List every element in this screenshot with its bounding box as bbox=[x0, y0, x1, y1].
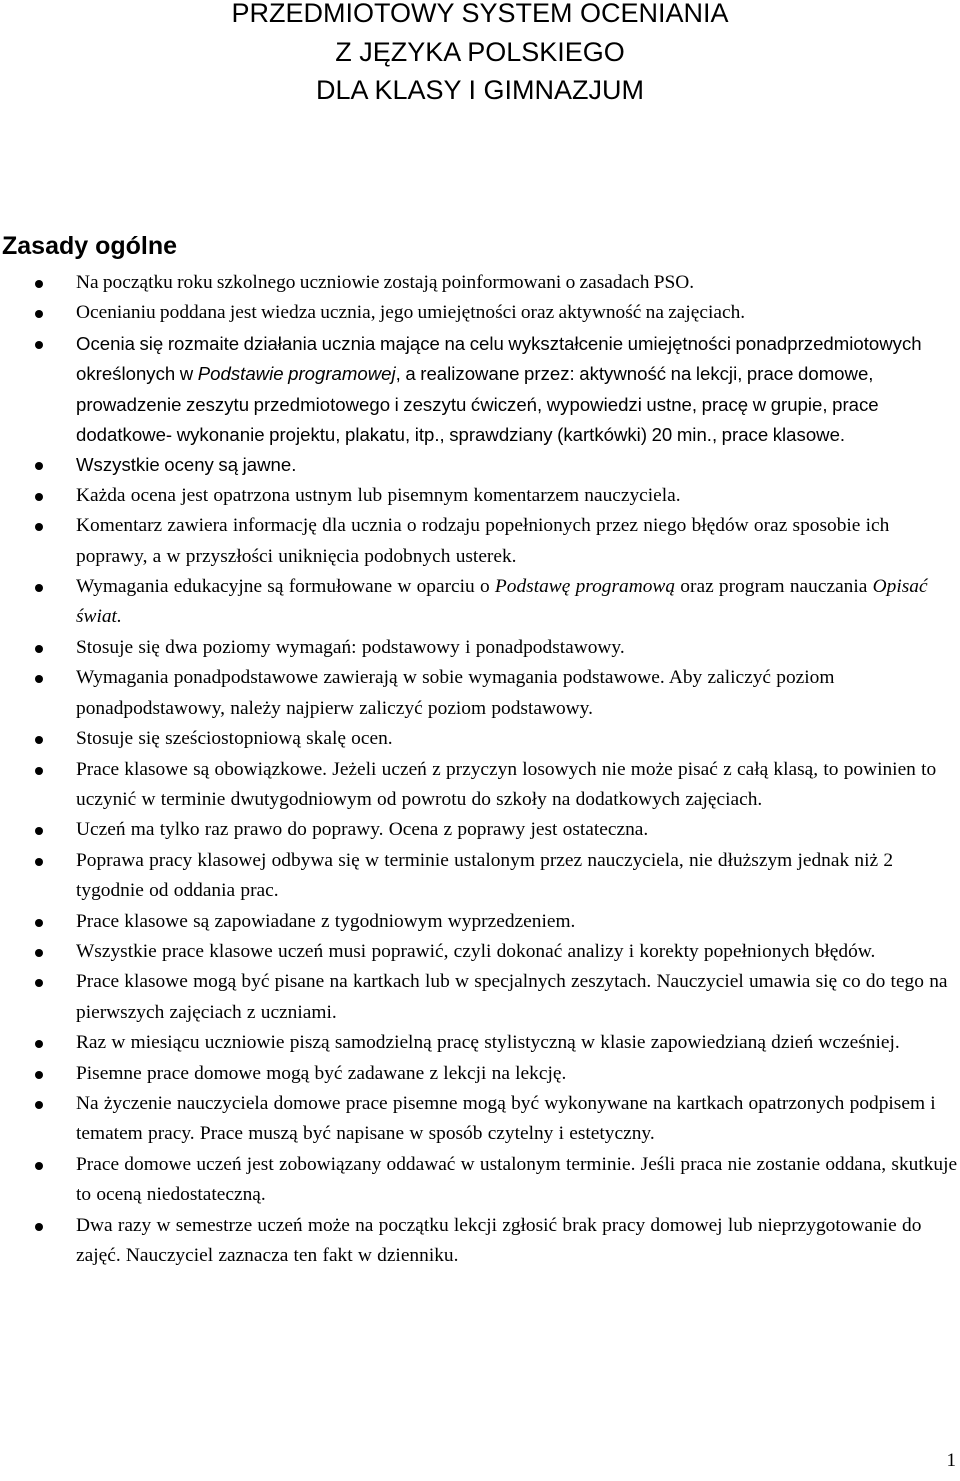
list-item bbox=[0, 755, 960, 816]
list-item-text: Prace klasowe są obowiązkowe. Jeżeli uczeń z przyczyn losowych nie może pisać z całą klasą, to powinien to uczynić w terminie dwutygodniowym od powrotu do szkoły na dodatkowych zajęciach. bbox=[76, 758, 937, 810]
list-item-text: Pisemne prace domowe mogą być zadawane z lekcji na lekcję. bbox=[76, 1062, 567, 1084]
list-item-text: Prace domowe uczeń jest zobowiązany oddawać w ustalonym terminie. Jeśli praca nie zostanie oddana, skutkuje to oceną niedostateczną. bbox=[76, 1153, 958, 1206]
list-item bbox=[0, 815, 960, 845]
bullet-icon bbox=[35, 919, 43, 927]
bullet-icon bbox=[35, 675, 43, 683]
list-item-text: Wymagania ponadpodstawowe zawierają w sobie wymagania podstawowe. Aby zaliczyć poziom ponadpodstawowy, należy najpierw zaliczyć poziom podstawowy. bbox=[76, 667, 835, 719]
list-item bbox=[0, 572, 960, 633]
list-item bbox=[0, 1089, 960, 1150]
bullet-icon bbox=[35, 1071, 43, 1079]
list-item bbox=[0, 633, 960, 663]
list-item-text: Prace klasowe mogą być pisane na kartkach lub w specjalnych zeszytach. Nauczyciel umawia się co do tego na pierwszych zajęciach z uczniami. bbox=[76, 971, 948, 1023]
list-item bbox=[0, 511, 960, 572]
list-item-text: Komentarz zawiera informację dla ucznia o rodzaju popełnionych przez niego błędów oraz sposobie ich poprawy, a w przyszłości uniknięcia podobnych usterek. bbox=[76, 515, 890, 567]
emphasis-text: Podstawę programową bbox=[494, 576, 676, 598]
list-item bbox=[0, 298, 960, 328]
bullet-icon bbox=[35, 523, 43, 531]
bullet-icon bbox=[35, 493, 43, 501]
bullet-icon bbox=[35, 310, 43, 318]
bullet-icon bbox=[35, 1040, 43, 1048]
bullet-icon bbox=[35, 341, 43, 349]
bullet-icon bbox=[35, 827, 43, 835]
bullet-icon bbox=[35, 645, 43, 653]
list-item bbox=[0, 268, 960, 298]
list-item-text: Wszystkie prace klasowe uczeń musi poprawić, czyli dokonać analizy i korekty popełnionych błędów. bbox=[76, 940, 876, 962]
bullet-icon bbox=[35, 280, 43, 288]
list-item-text bbox=[76, 572, 960, 633]
document-title bbox=[0, 0, 960, 110]
list-item bbox=[0, 481, 960, 511]
text-part: oraz program nauczania bbox=[675, 576, 873, 598]
text-part: Ocenia się rozmaite działania ucznia mające na celu wykształcenie umiejętności ponadprzedmiotowych określonych w bbox=[76, 332, 922, 385]
list-item bbox=[0, 1028, 960, 1058]
list-item-text: Prace klasowe są zapowiadane z tygodniowym wyprzedzeniem. bbox=[76, 910, 576, 932]
bullet-icon bbox=[35, 1101, 43, 1109]
list-item bbox=[0, 967, 960, 1028]
list-item-text: Raz w miesiącu uczniowie piszą samodzielną pracę stylistyczną w klasie zapowiedzianą dzień wcześniej. bbox=[76, 1032, 900, 1054]
emphasis-text: Opisać świat. bbox=[76, 576, 928, 628]
list-item bbox=[0, 1150, 960, 1211]
bullet-icon bbox=[35, 767, 43, 775]
list-item-text: Dwa razy w semestrze uczeń może na początku lekcji zgłosić brak pracy domowej lub nieprzygotowanie do zajęć. Nauczyciel zaznacza ten fakt w dzienniku. bbox=[76, 1214, 922, 1266]
emphasis-text: Podstawie programowej bbox=[197, 363, 396, 385]
bullet-icon bbox=[35, 584, 43, 592]
list-item bbox=[0, 663, 960, 724]
list-item bbox=[0, 724, 960, 754]
bullet-icon bbox=[35, 1162, 43, 1170]
title-line: Z JĘZYKA POLSKIEGO bbox=[335, 36, 625, 67]
list-item-text: Uczeń ma tylko raz prawo do poprawy. Ocena z poprawy jest ostateczna. bbox=[76, 819, 649, 841]
page-number: 1 bbox=[946, 1450, 956, 1471]
list-item-text: Stosuje się sześciostopniową skalę ocen. bbox=[76, 728, 393, 750]
list-item bbox=[0, 329, 960, 451]
list-item-text: Ocenianiu poddana jest wiedza ucznia, jego umiejętności oraz aktywność na zajęciach. bbox=[76, 302, 746, 324]
list-item bbox=[0, 907, 960, 937]
list-item-text bbox=[76, 329, 960, 451]
bullet-icon bbox=[35, 462, 43, 470]
list-item bbox=[0, 1059, 960, 1089]
title-line: DLA KLASY I GIMNAZJUM bbox=[315, 75, 645, 105]
title-line: PRZEDMIOTOWY SYSTEM OCENIANIA bbox=[231, 0, 729, 28]
list-item bbox=[0, 1211, 960, 1272]
section-heading: Zasady ogólne bbox=[2, 232, 178, 260]
bullet-icon bbox=[35, 858, 43, 866]
list-item-text: Na początku roku szkolnego uczniowie zostają poinformowani o zasadach PSO. bbox=[76, 272, 695, 293]
list-item-text: Poprawa pracy klasowej odbywa się w terminie ustalonym przez nauczyciela, nie dłuższym jednak niż 2 tygodnie od oddania prac. bbox=[76, 849, 894, 902]
list-item bbox=[0, 846, 960, 907]
text-part: , a realizowane przez: aktywność na lekcji, prace domowe, prowadzenie zeszytu przedmiotowego i zeszytu ćwiczeń, wypowiedzi ustne, pracę w grupie, prace dodatkowe- wykonanie projektu, plakatu, itp., sprawdziany (kartkówki) 20 min., prace klasowe. bbox=[76, 363, 879, 446]
bullet-icon bbox=[35, 979, 43, 987]
bullet-icon bbox=[35, 1223, 43, 1231]
bullet-icon bbox=[35, 736, 43, 744]
list-item-text: Każda ocena jest opatrzona ustnym lub pisemnym komentarzem nauczyciela. bbox=[76, 484, 681, 506]
bullet-icon bbox=[35, 949, 43, 957]
list-item-text: Stosuje się dwa poziomy wymagań: podstawowy i ponadpodstawowy. bbox=[76, 636, 625, 658]
text-part: Wymagania edukacyjne są formułowane w oparciu o bbox=[76, 576, 495, 598]
list-item bbox=[0, 937, 960, 967]
list-item-text: Wszystkie oceny są jawne. bbox=[76, 454, 297, 476]
list-item bbox=[0, 450, 960, 480]
rules-list bbox=[0, 268, 960, 1271]
list-item-text: Na życzenie nauczyciela domowe prace pisemne mogą być wykonywane na kartkach opatrzonych podpisem i tematem pracy. Prace muszą być napisane w sposób czytelny i estetyczny. bbox=[76, 1092, 936, 1145]
